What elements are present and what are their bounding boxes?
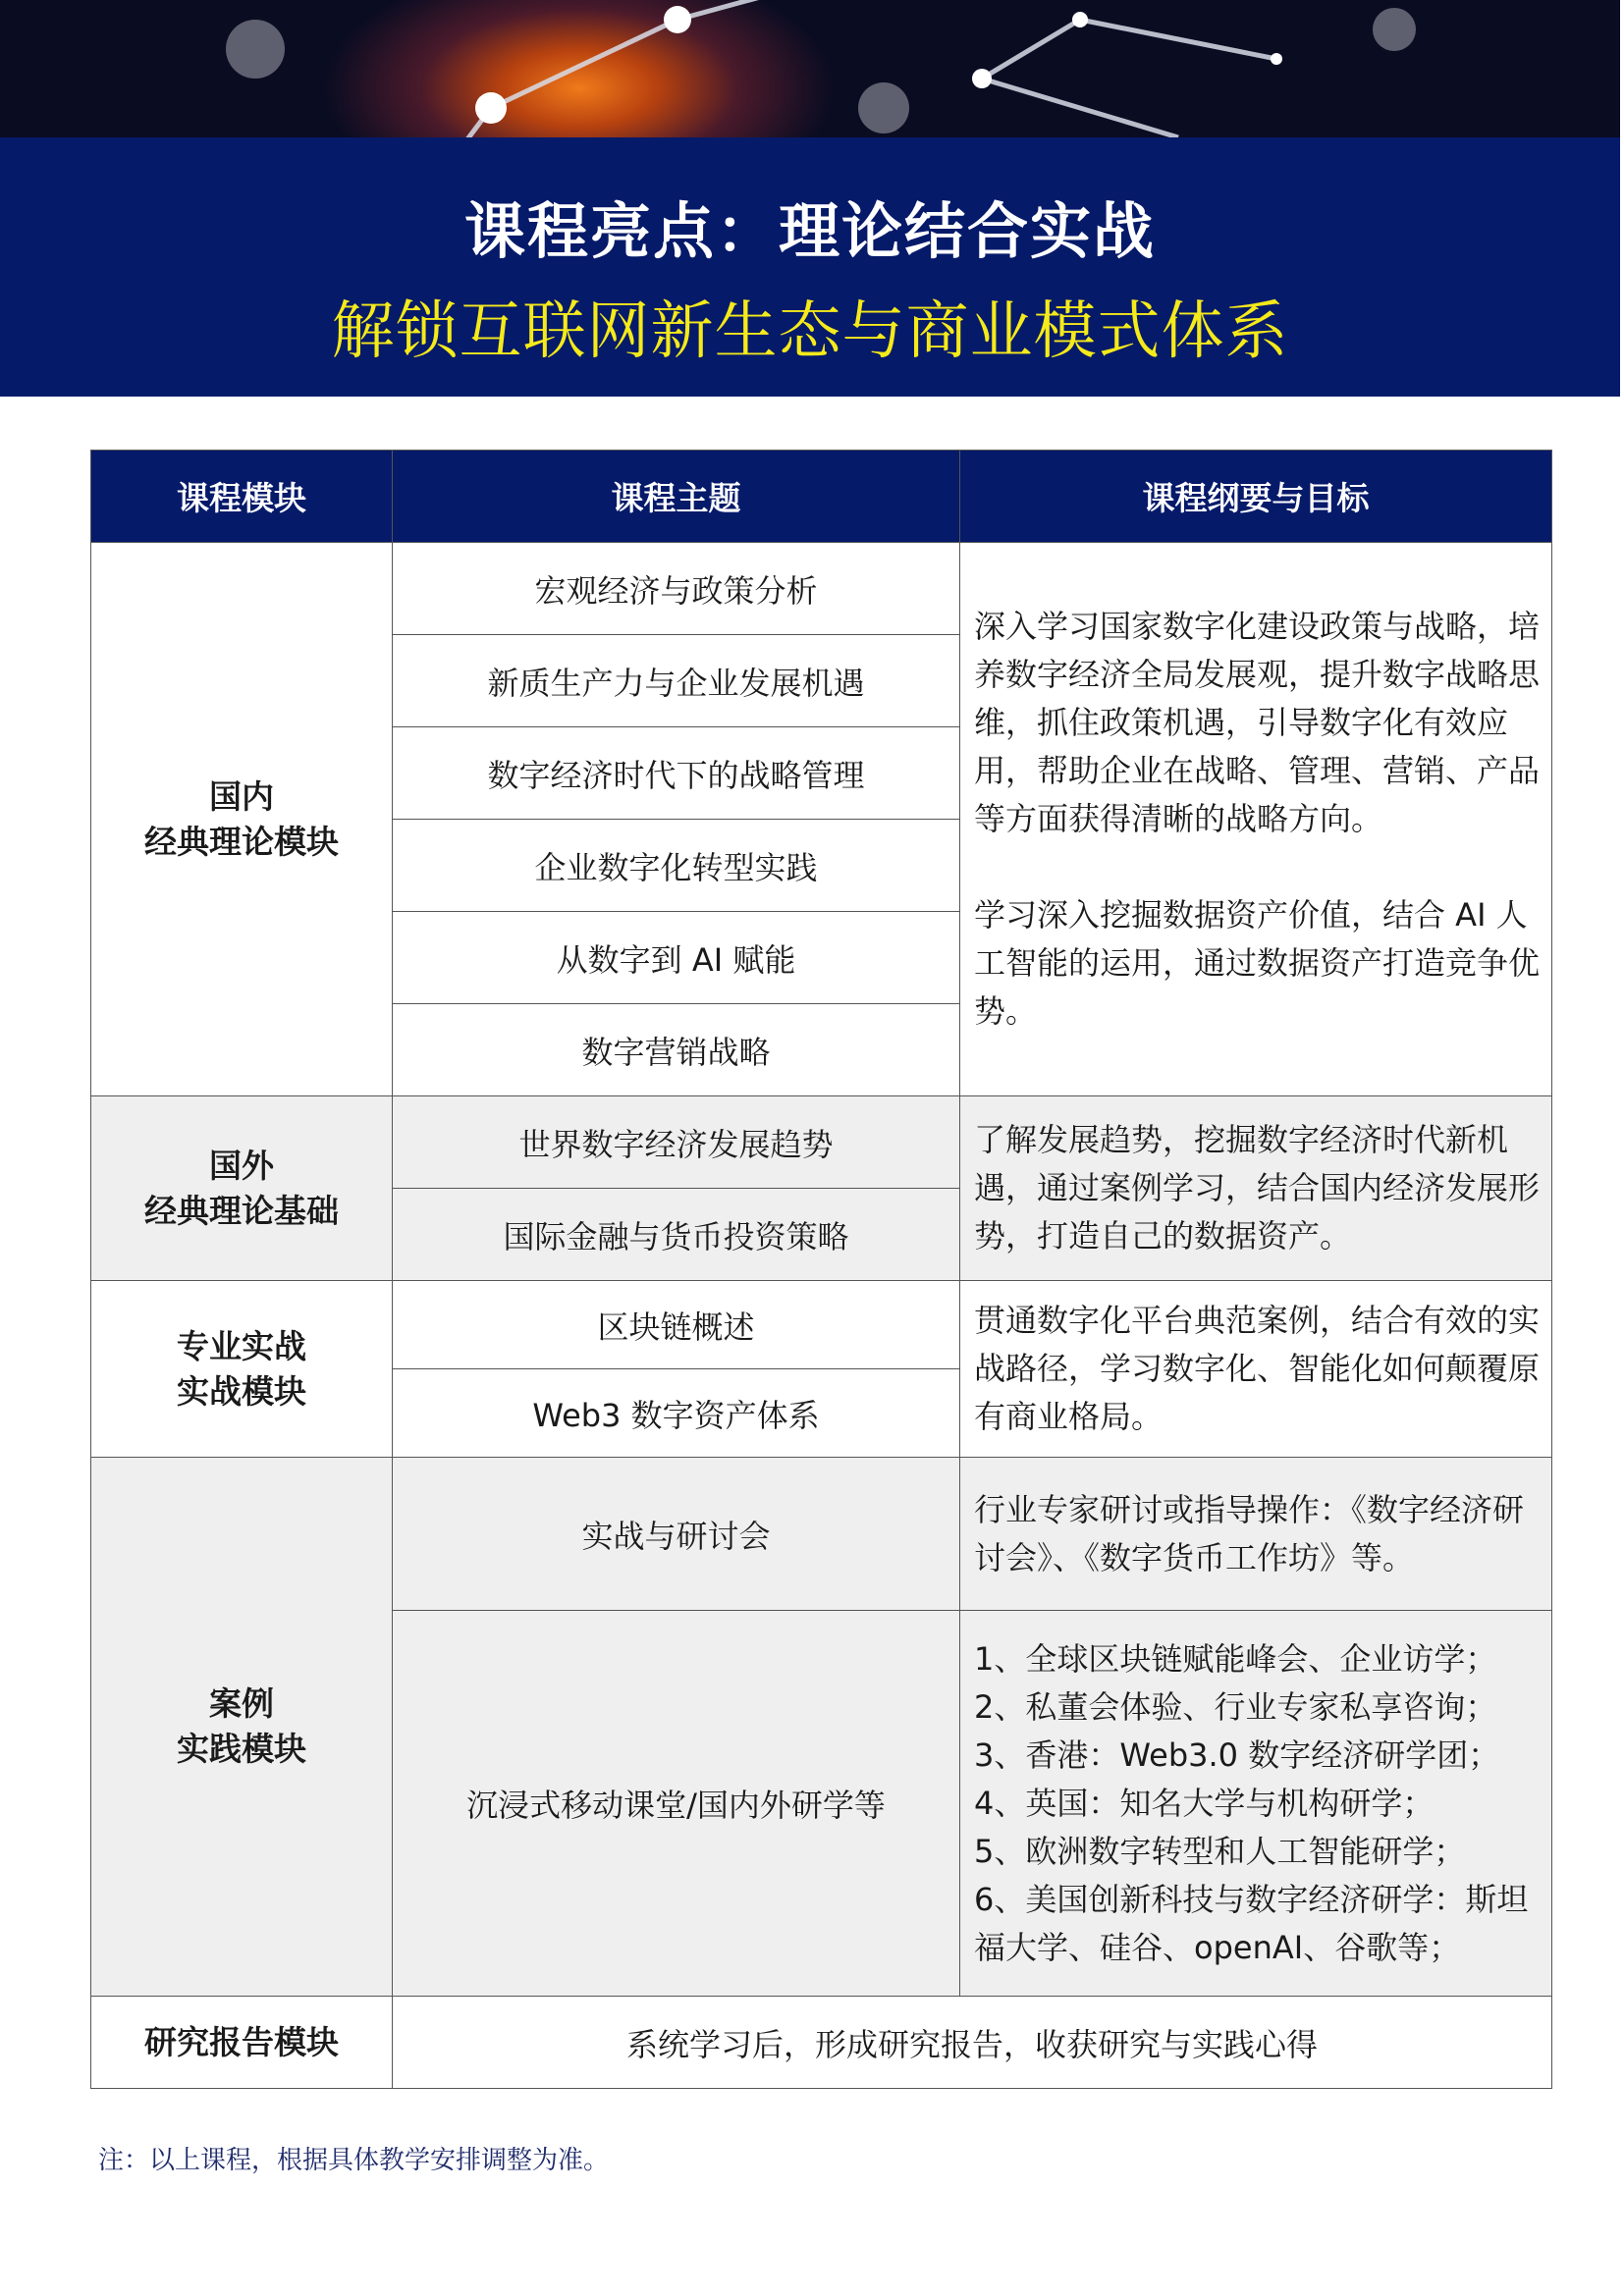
report-cell: 系统学习后，形成研究报告，收获研究与实践心得 [393,1997,1552,2089]
module-cell: 国外 经典理论基础 [91,1096,393,1281]
topic-cell: 世界数字经济发展趋势 [393,1096,960,1189]
table-header-row [91,451,1552,543]
outline-cell: 深入学习国家数字化建设政策与战略，培养数字经济全局发展观，提升数字战略思维，抓住政策机遇，引导数字化有效应用，帮助企业在战略、管理、营销、产品等方面获得清晰的战略方向。 学习深入挖掘数据资产价值，结合 AI 人工智能的运用，通过数据资产打造竞争优势。 [960,543,1552,1096]
topic-cell: 数字经济时代下的战略管理 [393,727,960,820]
topic-cell: 数字营销战略 [393,1004,960,1096]
topic-cell: 宏观经济与政策分析 [393,543,960,635]
outline-cell: 贯通数字化平台典范案例，结合有效的实战路径，学习数字化、智能化如何颠覆原有商业格局。 [960,1281,1552,1458]
table-row [91,543,1552,635]
table-row [91,1096,1552,1189]
page-title: 课程亮点：理论结合实战 [463,195,1156,267]
list-item: 4、英国：知名大学与机构研学； [974,1784,1435,1822]
list-item: 6、美国创新科技与数字经济研学：斯坦福大学、硅谷、openAI、谷歌等； [974,1880,1529,1966]
footnote: 注：以上课程，根据具体教学安排调整为准。 [98,2146,610,2175]
topic-cell: 从数字到 AI 赋能 [393,912,960,1004]
topic-cell: 沉浸式移动课堂/国内外研学等 [393,1611,960,1997]
module-cell: 案例 实践模块 [91,1458,393,1997]
topic-cell: 新质生产力与企业发展机遇 [393,635,960,727]
course-table [90,450,1552,2089]
outline-cell: 了解发展趋势，挖掘数字经济时代新机遇，通过案例学习，结合国内经济发展形势，打造自己的数据资产。 [960,1096,1552,1281]
list-item: 2、私董会体验、行业专家私享咨询； [974,1687,1497,1726]
header-outline: 课程纲要与目标 [960,451,1552,543]
page-subtitle: 解锁互联网新生态与商业模式体系 [331,295,1289,368]
table-row [91,1458,1552,1611]
outline-cell: 行业专家研讨或指导操作：《数字经济研讨会》、《数字货币工作坊》等。 [960,1458,1552,1611]
header-banner-image [0,0,1620,137]
topic-cell: 企业数字化转型实践 [393,820,960,912]
list-item: 5、欧洲数字转型和人工智能研学； [974,1832,1466,1870]
header-module: 课程模块 [91,451,393,543]
table-row [91,1281,1552,1369]
list-item: 1、全球区块链赋能峰会、企业访学； [974,1639,1497,1678]
topic-cell: 实战与研讨会 [393,1458,960,1611]
list-item: 3、香港：Web3.0 数字经济研学团； [974,1735,1500,1774]
module-cell: 国内 经典理论模块 [91,543,393,1096]
topic-cell: 区块链概述 [393,1281,960,1369]
topic-cell: Web3 数字资产体系 [393,1369,960,1458]
table-row [91,1997,1552,2089]
topic-cell: 国际金融与货币投资策略 [393,1189,960,1281]
outline-cell [960,1611,1552,1997]
module-cell: 专业实战 实战模块 [91,1281,393,1458]
header-topic: 课程主题 [393,451,960,543]
module-cell: 研究报告模块 [91,1997,393,2089]
network-graphic [0,0,1620,137]
